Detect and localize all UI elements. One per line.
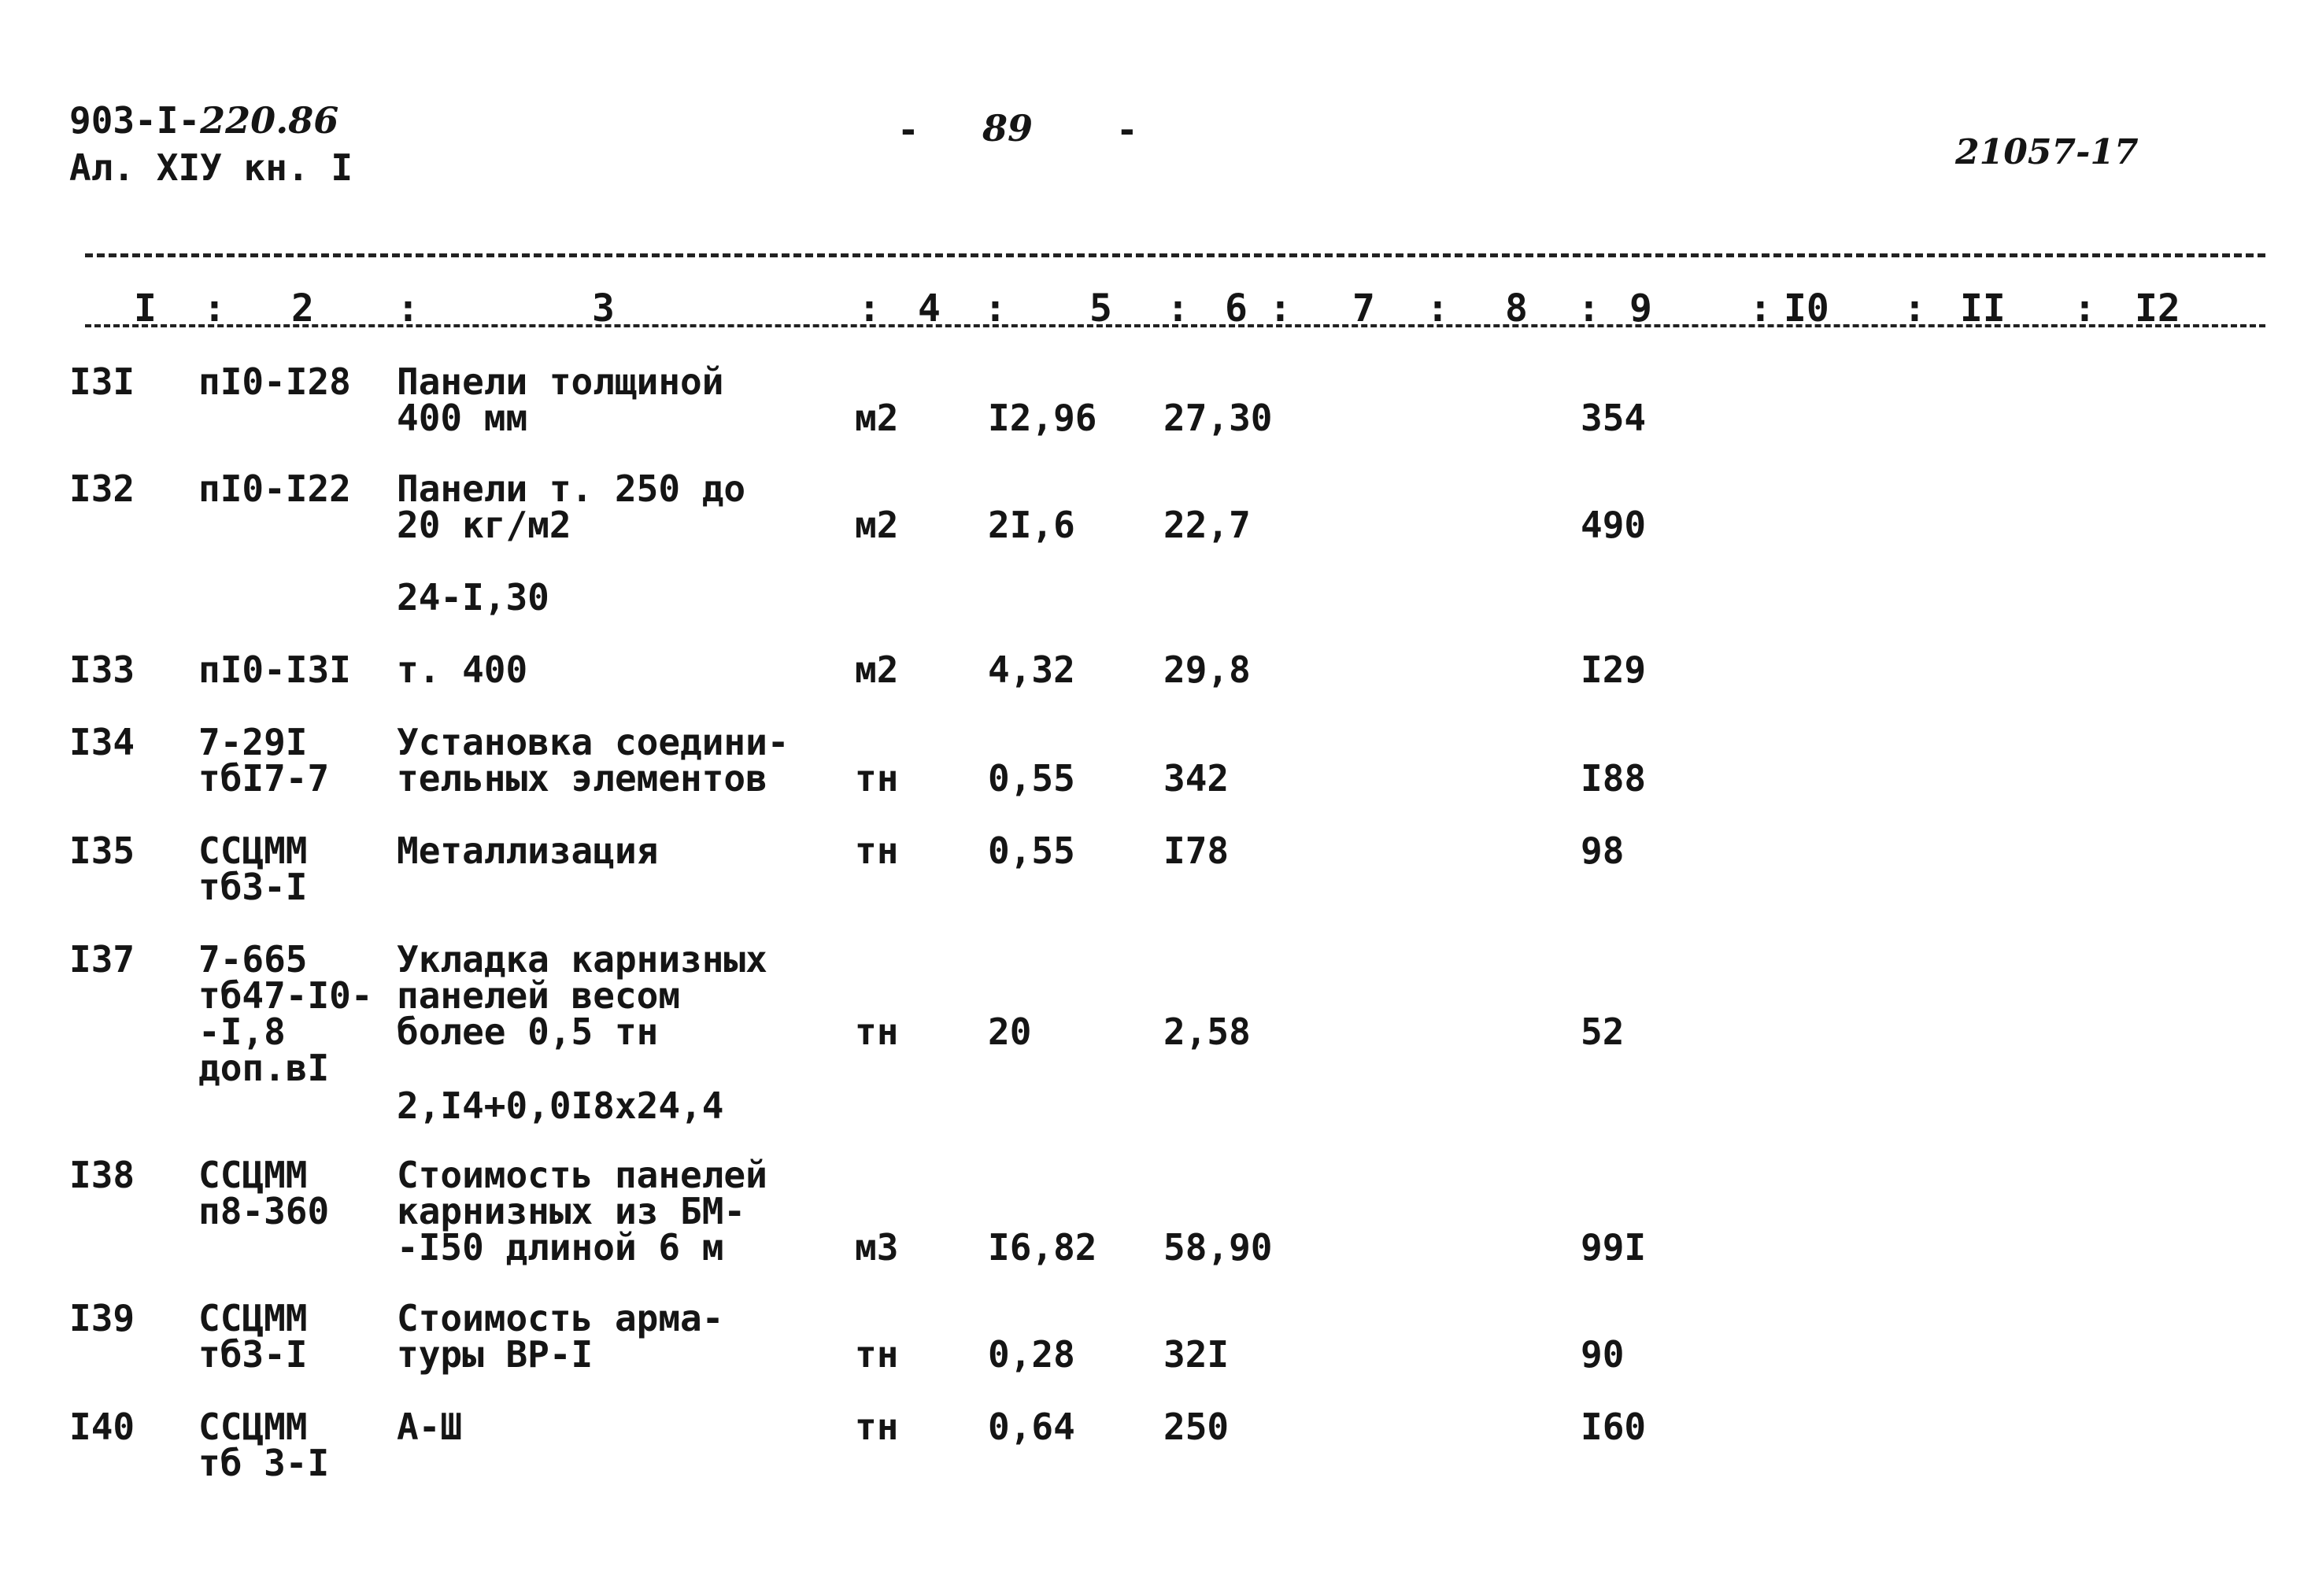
row-number: I39 — [69, 1297, 135, 1339]
norm-code-line: ССЦММ — [198, 829, 308, 872]
row-number: I32 — [69, 467, 135, 510]
work-name — [397, 648, 528, 691]
unit: тн — [855, 1010, 899, 1053]
norm-code-line: тб 3-I — [198, 1442, 330, 1484]
work-name — [397, 721, 790, 800]
top-dashed-rule — [85, 253, 2265, 257]
work-name-line: -I50 длиной 6 м — [397, 1226, 724, 1269]
col-separator: : — [2073, 286, 2096, 331]
doc-code-printed: 903-I- — [69, 99, 201, 142]
col-header-4: 4 — [918, 286, 941, 331]
col-separator: : — [1269, 286, 1292, 331]
work-name-line: Панели т. 250 до — [397, 467, 746, 510]
work-name-line: туры ВР-I — [397, 1333, 594, 1376]
norm-code — [198, 1406, 330, 1484]
norm-code-line: тб47-I0- — [198, 974, 373, 1017]
sheet-code: 21057-17 — [1955, 132, 2139, 172]
norm-code-line: пI0-I28 — [198, 360, 351, 403]
quantity: 4,32 — [988, 648, 1075, 691]
unit: тн — [855, 1406, 899, 1448]
col-header-10: I0 — [1784, 286, 1829, 331]
row-number: I38 — [69, 1154, 135, 1196]
work-name — [397, 1154, 767, 1269]
norm-code-line: тб3-I — [198, 866, 308, 908]
col-header-7: 7 — [1352, 286, 1375, 331]
quantity: 20 — [988, 1010, 1032, 1053]
work-name-line: Панели толщиной — [397, 360, 724, 403]
total-cost: 354 — [1581, 397, 1647, 439]
work-name-line: более 0,5 тн — [397, 1010, 659, 1053]
col-separator: : — [1749, 286, 1772, 331]
row-number: I34 — [69, 721, 135, 763]
norm-code-line: -I,8 — [198, 1010, 286, 1053]
total-cost: I60 — [1581, 1406, 1647, 1448]
quantity: 0,55 — [988, 829, 1075, 872]
work-name-line: Стоимость панелей — [397, 1154, 767, 1196]
norm-code-line: тб3-I — [198, 1333, 308, 1376]
col-header-8: 8 — [1505, 286, 1528, 331]
norm-code — [198, 467, 351, 510]
page-dash-right: - — [1116, 109, 1138, 151]
norm-code-line: ССЦММ — [198, 1297, 308, 1339]
work-name-line: карнизных из БМ- — [397, 1190, 746, 1232]
work-name-line: панелей весом — [397, 974, 681, 1017]
col-separator: : — [858, 286, 881, 331]
col-header-1: I — [134, 286, 157, 331]
row-number: I35 — [69, 829, 135, 872]
norm-code-line: доп.вI — [198, 1047, 330, 1089]
total-cost: I29 — [1581, 648, 1647, 691]
norm-code-line: пI0-I22 — [198, 467, 351, 510]
work-name — [397, 1406, 463, 1448]
work-name-line: Установка соедини- — [397, 721, 790, 763]
unit: тн — [855, 829, 899, 872]
album-label: Ал. XIУ кн. I — [69, 146, 353, 189]
unit: тн — [855, 757, 899, 800]
norm-code-line: тбI7-7 — [198, 757, 330, 800]
col-header-11: II — [1960, 286, 2006, 331]
norm-code-line: п8-360 — [198, 1190, 330, 1232]
quantity: 0,28 — [988, 1333, 1075, 1376]
work-name-line: т. 400 — [397, 648, 528, 691]
col-header-6: 6 — [1225, 286, 1248, 331]
unit-price: 22,7 — [1163, 504, 1251, 546]
total-cost: 98 — [1581, 829, 1625, 872]
doc-code-handwritten: 220.86 — [200, 99, 339, 142]
norm-code-line: 7-29I — [198, 721, 308, 763]
unit-price: 58,90 — [1163, 1226, 1273, 1269]
work-name-line: Металлизация — [397, 829, 659, 872]
total-cost: 490 — [1581, 504, 1647, 546]
doc-code — [69, 99, 339, 142]
total-cost: 99I — [1581, 1226, 1647, 1269]
work-name — [397, 360, 724, 439]
col-header-9: 9 — [1629, 286, 1652, 331]
quantity: I2,96 — [988, 397, 1097, 439]
unit: тн — [855, 1333, 899, 1376]
col-header-5: 5 — [1089, 286, 1112, 331]
col-header-2: 2 — [291, 286, 314, 331]
norm-code-line: 7-665 — [198, 938, 308, 981]
unit-price: 29,8 — [1163, 648, 1251, 691]
work-name — [397, 829, 659, 872]
norm-code-line: ССЦММ — [198, 1406, 308, 1448]
col-separator: : — [1903, 286, 1926, 331]
norm-code — [198, 1154, 330, 1232]
norm-code-line: ССЦММ — [198, 1154, 308, 1196]
calc-note: 24-I,30 — [397, 576, 549, 619]
unit-price: 32I — [1163, 1333, 1230, 1376]
work-name-line: А-Ш — [397, 1406, 463, 1448]
col-header-12: I2 — [2135, 286, 2180, 331]
page-dash-left: - — [897, 109, 919, 151]
work-name-line: 20 кг/м2 — [397, 504, 571, 546]
unit-price: 250 — [1163, 1406, 1230, 1448]
work-name-line: Стоимость арма- — [397, 1297, 724, 1339]
work-name-line: тельных элементов — [397, 757, 767, 800]
unit-price: 342 — [1163, 757, 1230, 800]
unit-price: 2,58 — [1163, 1010, 1251, 1053]
calc-note: 2,I4+0,0I8х24,4 — [397, 1084, 724, 1127]
work-name — [397, 1297, 724, 1376]
norm-code — [198, 829, 308, 908]
unit: м2 — [855, 648, 899, 691]
unit: м2 — [855, 397, 899, 439]
norm-code — [198, 1297, 308, 1376]
unit: м2 — [855, 504, 899, 546]
column-header-dashed-underline — [85, 324, 2265, 327]
col-separator: : — [984, 286, 1007, 331]
work-name-line: Укладка карнизных — [397, 938, 767, 981]
col-separator: : — [1167, 286, 1189, 331]
quantity: I6,82 — [988, 1226, 1097, 1269]
norm-code — [198, 721, 330, 800]
unit-price: I78 — [1163, 829, 1230, 872]
quantity: 0,64 — [988, 1406, 1075, 1448]
total-cost: 90 — [1581, 1333, 1625, 1376]
col-separator: : — [1577, 286, 1600, 331]
work-name — [397, 467, 746, 546]
col-header-3: 3 — [592, 286, 615, 331]
quantity: 2I,6 — [988, 504, 1075, 546]
norm-code — [198, 648, 351, 691]
norm-code-line: пI0-I3I — [198, 648, 351, 691]
norm-code — [198, 938, 373, 1089]
total-cost: 52 — [1581, 1010, 1625, 1053]
col-separator: : — [1426, 286, 1449, 331]
total-cost: I88 — [1581, 757, 1647, 800]
col-separator: : — [397, 286, 420, 331]
work-name — [397, 938, 767, 1053]
row-number: I40 — [69, 1406, 135, 1448]
row-number: I37 — [69, 938, 135, 981]
col-separator: : — [203, 286, 226, 331]
norm-code — [198, 360, 351, 403]
page-number: 89 — [982, 107, 1034, 150]
row-number: I33 — [69, 648, 135, 691]
unit: м3 — [855, 1226, 899, 1269]
work-name-line: 400 мм — [397, 397, 528, 439]
unit-price: 27,30 — [1163, 397, 1273, 439]
quantity: 0,55 — [988, 757, 1075, 800]
row-number: I3I — [69, 360, 135, 403]
